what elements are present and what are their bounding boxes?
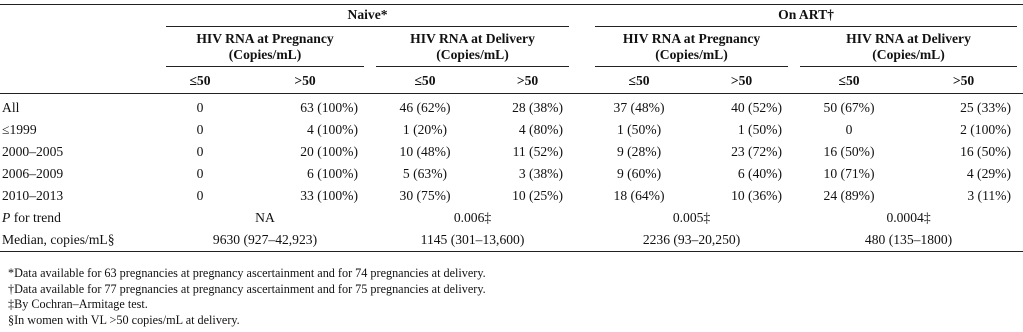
trend-row <box>0 207 1023 229</box>
col-gt50: >50 <box>516 73 539 88</box>
table-cell: 5 (63%) <box>402 166 448 181</box>
table-row <box>0 163 1023 185</box>
table-cell: 28 (38%) <box>512 100 564 115</box>
table-cell: 1 (50%) <box>616 122 662 137</box>
table-cell: 0 <box>196 166 204 181</box>
col-le50: ≤50 <box>414 73 436 88</box>
table-cell: 16 (50%) <box>960 144 1012 159</box>
col-gt50: >50 <box>294 73 316 88</box>
table-row <box>0 119 1023 141</box>
trend-value: 0.006‡ <box>453 210 492 225</box>
table-row <box>0 94 1023 120</box>
table-cell: 10 (25%) <box>512 188 564 203</box>
table-cell: 4 (29%) <box>966 166 1012 181</box>
subheader-row <box>0 29 1023 69</box>
table-cell: 18 (64%) <box>613 188 665 203</box>
subheader-naive-delivery: HIV RNA at Delivery (Copies/mL) <box>376 31 569 67</box>
col-le50: ≤50 <box>189 73 211 88</box>
trend-value: NA <box>255 210 275 225</box>
table-cell: 6 (40%) <box>737 166 783 181</box>
median-row <box>0 229 1023 252</box>
subheader-naive-pregnancy: HIV RNA at Pregnancy (Copies/mL) <box>166 31 364 67</box>
table-row <box>0 141 1023 163</box>
table-cell: 1 (20%) <box>402 122 448 137</box>
table-cell: 24 (89%) <box>823 188 875 203</box>
group-header-row <box>0 5 1023 30</box>
median-value: 480 (135–1800) <box>864 232 953 247</box>
table-cell: 3 (38%) <box>518 166 564 181</box>
column-label-row <box>0 69 1023 94</box>
table-cell: 46 (62%) <box>399 100 451 115</box>
table-row <box>0 185 1023 207</box>
table-cell: 50 (67%) <box>823 100 875 115</box>
table-cell: 11 (52%) <box>512 144 564 159</box>
table-cell: 0 <box>845 122 853 137</box>
table-cell: 0 <box>196 188 204 203</box>
footnote: *Data available for 63 pregnancies at pregnancy ascertainment and for 74 pregnancies at delivery. <box>8 266 486 280</box>
table-cell: 0 <box>196 122 204 137</box>
table-cell: 6 (100%) <box>307 166 358 181</box>
table-cell: 40 (52%) <box>731 100 783 115</box>
table-cell: 10 (36%) <box>731 188 783 203</box>
table-cell: 25 (33%) <box>960 100 1012 115</box>
row-label: P for trend <box>2 210 61 225</box>
footnote: §In women with VL >50 copies/mL at delivery. <box>8 312 240 327</box>
row-label: All <box>2 100 20 115</box>
table-cell: 4 (80%) <box>518 122 564 137</box>
table-cell: 0 <box>196 100 204 115</box>
table-body <box>0 94 1023 208</box>
col-gt50: >50 <box>952 73 975 88</box>
footnote: †Data available for 77 pregnancies at pregnancy ascertainment and for 75 pregnancies at delivery. <box>8 281 486 296</box>
table-cell: 37 (48%) <box>613 100 665 115</box>
median-value: 1145 (301–13,600) <box>420 232 525 247</box>
group-naive: Naive* <box>166 7 569 27</box>
footnotes <box>8 266 486 328</box>
table-cell: 20 (100%) <box>300 144 358 159</box>
row-label: 2006–2009 <box>2 166 64 181</box>
table-cell: 10 (48%) <box>399 144 451 159</box>
group-on-art: On ART† <box>595 7 1017 27</box>
table-cell: 23 (72%) <box>731 144 783 159</box>
table-cell: 9 (28%) <box>616 144 662 159</box>
col-gt50: >50 <box>730 73 753 88</box>
table-cell: 1 (50%) <box>737 122 783 137</box>
table-cell: 16 (50%) <box>823 144 875 159</box>
median-value: 2236 (93–20,250) <box>642 232 741 247</box>
footnote: ‡By Cochran–Armitage test. <box>8 297 148 312</box>
table-cell: 10 (71%) <box>823 166 875 181</box>
row-label: ≤1999 <box>2 122 37 137</box>
median-value: 9630 (927–42,923) <box>212 232 318 247</box>
table-cell: 0 <box>196 144 204 159</box>
table-cell: 30 (75%) <box>399 188 451 203</box>
table-cell: 9 (60%) <box>616 166 662 181</box>
table-cell: 2 (100%) <box>960 122 1012 137</box>
hiv-rna-table <box>0 4 1023 252</box>
table-cell: 4 (100%) <box>307 122 358 137</box>
col-le50: ≤50 <box>838 73 860 88</box>
subheader-art-delivery: HIV RNA at Delivery (Copies/mL) <box>800 31 1017 67</box>
trend-value: 0.005‡ <box>672 210 711 225</box>
col-le50: ≤50 <box>628 73 650 88</box>
table-cell: 33 (100%) <box>300 188 358 203</box>
trend-value: 0.0004‡ <box>886 210 931 225</box>
row-label: Median, copies/mL§ <box>2 232 115 247</box>
row-label: 2000–2005 <box>2 144 64 159</box>
table-cell: 3 (11%) <box>967 188 1012 203</box>
row-label: 2010–2013 <box>2 188 64 203</box>
subheader-art-pregnancy: HIV RNA at Pregnancy (Copies/mL) <box>595 31 788 67</box>
table-cell: 63 (100%) <box>300 100 358 115</box>
